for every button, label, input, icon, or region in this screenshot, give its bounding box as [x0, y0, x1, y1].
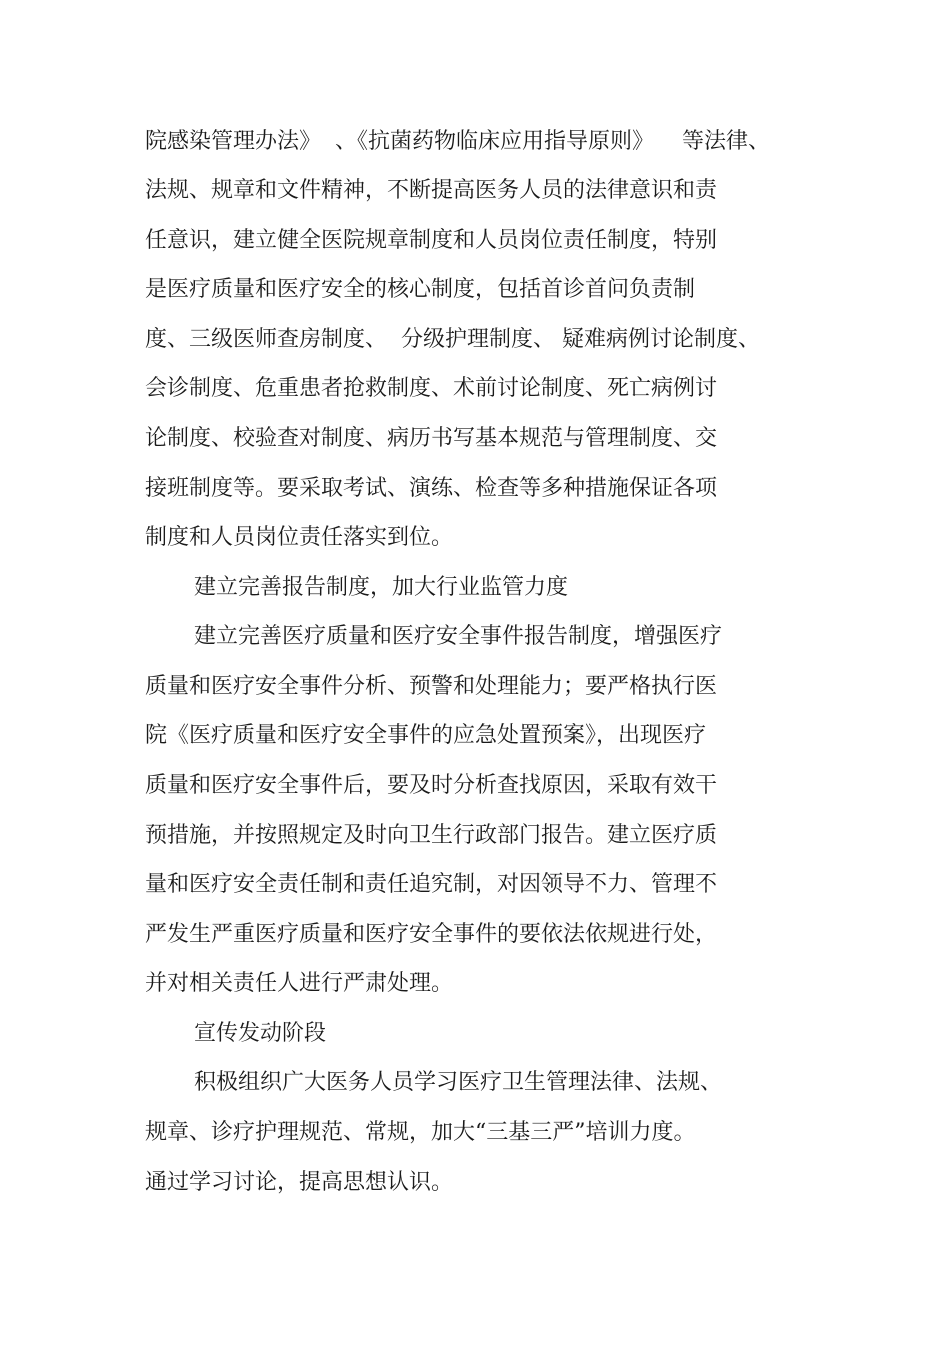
- text-line: 度、三级医师查房制度、 分级护理制度、 疑难病例讨论制度、: [145, 327, 760, 352]
- text-line: 任意识，建立健全医院规章制度和人员岗位责任制度，特别: [145, 228, 718, 253]
- text-line: 会诊制度、危重患者抢救制度、术前讨论制度、死亡病例讨: [145, 376, 718, 401]
- text-line: 是医疗质量和医疗安全的核心制度，包括首诊首问负责制: [145, 277, 696, 302]
- text-line: 积极组织广大医务人员学习医疗卫生管理法律、法规、: [194, 1070, 723, 1095]
- section-heading: 建立完善报告制度，加大行业监管力度: [194, 575, 569, 600]
- text-line: 质量和医疗安全事件分析、预警和处理能力；要严格执行医: [145, 674, 718, 699]
- text-line: 质量和医疗安全事件后，要及时分析查找原因，采取有效干: [145, 773, 718, 798]
- text-line: 接班制度等。要采取考试、演练、检查等多种措施保证各项: [145, 476, 718, 501]
- section-heading: 宣传发动阶段: [194, 1021, 327, 1046]
- text-line: 制度和人员岗位责任落实到位。: [145, 525, 454, 550]
- text-line: 严发生严重医疗质量和医疗安全事件的要依法依规进行处，: [145, 922, 718, 947]
- text-line: 建立完善医疗质量和医疗安全事件报告制度，增强医疗: [194, 624, 723, 649]
- text-line: 通过学习讨论，提高思想认识。: [145, 1170, 454, 1195]
- text-line: 论制度、校验查对制度、病历书写基本规范与管理制度、交: [145, 426, 718, 451]
- text-line: 量和医疗安全责任制和责任追究制，对因领导不力、管理不: [145, 872, 718, 897]
- text-line: 预措施，并按照规定及时向卫生行政部门报告。建立医疗质: [145, 823, 718, 848]
- text-line: 规章、诊疗护理规范、常规，加大“三基三严”培训力度。: [145, 1120, 696, 1145]
- text-line: 并对相关责任人进行严肃处理。: [145, 971, 454, 996]
- text-line: 法规、规章和文件精神，不断提高医务人员的法律意识和责: [145, 178, 718, 203]
- text-line: 院《医疗质量和医疗安全事件的应急处置预案》，出现医疗: [145, 723, 707, 748]
- text-line: 院感染管理办法》 、《抗菌药物临床应用指导原则》 等法律、: [145, 129, 770, 154]
